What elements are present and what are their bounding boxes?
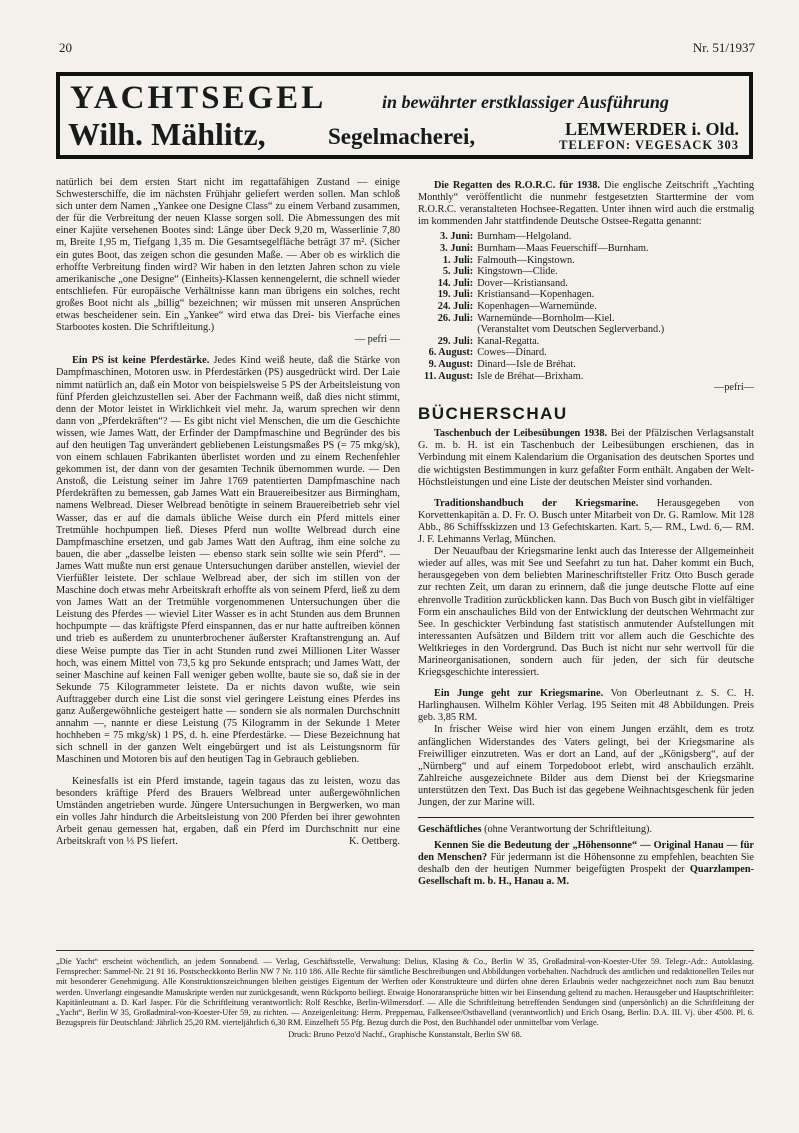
- book-3-text: Von Oberleutnant z. S. C. H. Harlinghausen. Wilhelm Köhler Verlag. 195 Seiten mit 48 Abbildungen. Preis geb. 3,85 RM.: [418, 688, 755, 724]
- business-notice: [418, 840, 754, 888]
- ad-town: LEMWERDER i. Old.: [564, 119, 739, 139]
- regatta-row: [424, 336, 668, 348]
- ps-article-signature: K. Oettberg.: [349, 835, 400, 847]
- ps-article-text-2: Keinesfalls ist ein Pferd imstande, tagein tagaus das zu leisten, wozu das besonders kräftige Pferd des Brauers Welbread unter außergewöhnlichen Umständen angetrieben wurde. Jüngere Untersuchungen in Bergwerken, wo man ein volles Jahr hindurch die Arbeitsleistung von 200 Pferden bei ihrer gewohnten Arbeit genau gemessen hat, ergaben, daß ein Pferd im Durchschnitt nur eine Arbeitskraft von ⅓ PS liefert.: [56, 775, 400, 847]
- regatta-date: 11. August:: [424, 370, 474, 382]
- business-company: Quarzlampen-Gesellschaft m. b. H., Hanau a. M.: [418, 864, 754, 888]
- regatta-date: 1. Juli:: [442, 254, 474, 266]
- yankee-article-text: natürlich bei dem ersten Start nicht im regattafähigen Zustand — einige Schwesterschiffe, die im nächsten Frühjahr geliefert werden sollen. Man schloß sich unter dem Namen „Yankee one Designe Class“ zu einem Verband zusammen, der für die Verbreitung der neuen Klasse sorgen soll. Die Abmessungen des mit einer Kajüte versehenen Bootes sind: Länge über Deck 9,20 m, Wasserlinie 7,80 m, Breite 1,95 m, Tiefgang 1,35 m. Die Gesamtsegelfläche beträgt 37 m². (Sicher ein gutes Boot, das zeigen schon die gesunden Maße. — Aber ob es wirklich die erhoffte Verbreitung finden wird? Wir haben in den letzten Jahren schon zu viele amerikanische „one Designe“ (Einheits)-Klassen kennengelernt, die schnell wieder entschliefen. Für europäische Verhältnisse kann man übrigens ein solches, recht großes Boot nicht als „billig“ bezeichnen; wir müssen mit unseren Ansprüchen etwas bescheidener sein. Ein „Yankee“ wird etwa das Drei- bis Vierfache eines Starbootes kosten. Die Schriftleitung.): [56, 177, 400, 334]
- regatta-route: Falmouth—Kingstown.: [477, 254, 575, 266]
- regatta-date: 6. August:: [428, 347, 474, 359]
- book-1-title: Taschenbuch der Leibesübungen 1938.: [434, 428, 608, 440]
- regatta-date: 19. Juli:: [437, 289, 474, 301]
- business-notice-lead: Kennen Sie die Bedeutung der „Höhensonne“ — Original Hanau — für den Menschen?: [418, 840, 754, 864]
- ps-article: [56, 355, 400, 766]
- regatta-date: [424, 324, 477, 336]
- section-divider: [418, 817, 754, 818]
- ps-article-paragraph-2: [56, 776, 400, 849]
- book-2-text: Herausgegeben von Korvettenkapitän a. D. Fr. O. Busch unter Mitarbeit von Dr. G. Ramlow. Mit 128 Abb., 86 Schiffsskizzen und 13 Gefechtskarten. Kart. 5,— RM., Lwd. 6,— RM. J. F. Lehmanns Verlag, München.: [418, 497, 754, 546]
- regatta-date: 14. Juli:: [437, 277, 474, 289]
- regatta-date: 9. August:: [428, 358, 474, 370]
- regatta-date: 26. Juli:: [437, 312, 474, 324]
- regatta-route: Burnham—Maas Feuerschiff—Burnham.: [477, 242, 649, 254]
- regatta-date: 5. Juli:: [442, 266, 474, 278]
- book-2-review: Der Neuaufbau der Kriegsmarine lenkt auch das Interesse der Allgemeinheit wieder auf alles, was mit See und Seefahrt zu tun hat. Daher kommt ein Buch, herausgegeben von dem beliebten Marineschriftsteller Fritz Otto Busch gerade zur rechten Zeit, um daran zu erinnern, daß die junge deutsche Flotte auf eine ehrenvolle Tradition zurückblicken kann. Das Buch von Busch gibt in vielfältiger Form ein anschauliches Bild von der Entwicklung der deutschen Wehrmacht zur See. In geschickter Verbindung fast statistisch anmutender Aufstellungen mit interessanten Aufsätzen und Bildern tritt vor allem auch die Geschichte des Weltkrieges in den Vordergrund. Das Buch ist nicht nur sehr wertvoll für die Marineorganisationen, sondern auch für jeden, der sich für deutsche Kriegsgeschichte interessiert.: [418, 546, 755, 679]
- regatta-row: [424, 255, 668, 267]
- publisher-imprint: [56, 950, 754, 1041]
- business-notice-text: Für jedermann ist die Höhensonne zu empfehlen, beachten Sie deshalb den der heutigen Nummer beigefügten Prospekt der: [418, 852, 754, 876]
- regatta-row: [424, 289, 668, 301]
- imprint-text: „Die Yacht“ erscheint wöchentlich, an jedem Sonnabend. — Verlag, Geschäftsstelle, Verwaltung: Delius, Klasing & Co., Berlin W 35, Großadmiral-von-Koester-Ufer 59. Telegr.-Adr.: Autoklasing. Fernsprecher: Sammel-Nr. 21 91 16. Postscheckkonto Berlin NW 7 Nr. 110 186. Alle Rechte für sämtliche Beschreibungen und Abbildungen vorbehalten. Nachdruck des amtlichen und redaktionellen Teiles nur mit besonderer Genehmigung. Alle Konstruktionszeichnungen bleiben geistiges Eigentum der Werften oder Konstrukteure und dürfen ohne deren Erlaubnis weder nachgezeichnet noch zum Bau benutzt werden. Unverlangt eingesandte Manuskripte werden nur zurückgesandt, wenn Rückporto beiliegt. Etwaige Honoraransprüche bitten wir bei Einsendung geltend zu machen. Herausgeber und Hauptschriftleiter: Kapitänleutnant a. D. Karl Jasper. Für die Schriftleitung verantwortlich: Rolf Reschke, Berlin-Wilmersdorf. — Alle die Schriftleitung betreffenden Sendungen sind (unpersönlich) an die Schriftleitung der „Yacht“, Berlin W 35, Großadmiral-von-Koester-Ufer 59, zu richten. — Anzeigenleitung: Herm. Preppernau, Falkensee/Osthavelland (verantwortlich) und Erich Osang, Berlin. D.A. III. Vj. über 4500. Pl. 6. Bezugspreis für Deutschland: Jährlich 25,20 RM. vierteljährlich 6,30 RM. Einzelheft 55 Pfg. Bezug durch die Post, den Buchhandel oder unmittelbar vom Verlage.: [56, 957, 754, 1028]
- business-title: Geschäftliches: [418, 824, 482, 836]
- book-1-text: Bei der Pfälzischen Verlagsanstalt G. m. b. H. ist ein Taschenbuch der Leibesübungen erschienen, das in Verbindung mit einem Kalendarium die Organisation des deutschen Sportes und die wichtigsten Bestimmungen in kurz gefaßter Form enthält. Angaben der Welt-Höchstleistungen und eine Liste der deutschen Meister sind vorhanden.: [418, 428, 754, 488]
- ad-maker: Wilh. Mählitz,: [68, 116, 266, 152]
- regatta-date: 29. Juli:: [437, 335, 474, 347]
- printer-line: Druck: Bruno Petzo'd Nachf., Graphische Kunstanstalt, Berlin SW 68.: [288, 1030, 522, 1040]
- ps-article-text: Jedes Kind weiß heute, daß die Stärke von Dampfmaschinen, Motoren usw. in Pferdestärken (PS) ausgedrückt wird. Der Laie nimmt natürlich an, daß ein Motor von beispielsweise 5 PS der Arbeitsleistung von fünf Pferden gleichzustellen sei. Aber der Fachmann weiß, daß dies nicht stimmt, denn der Motor leistet in Wirklichkeit viel mehr. Ja, warum sprechen wir denn dann von „Pferdekräften“? — Es gibt nicht viel Menschen, die um die Geschichte wissen, wie James Watt, der Erfinder der Dampfmaschine und Begründer des bis auf den heutigen Tag unverändert gebliebenen Leistungsmaßes PS (= 75 mkg/sk), von einem schlauen Fabrikanten überlistet worden und zu einem Rechenfehler gekommen ist, der dann von der gesamten Technik übernommen wurde. — Den Anstoß, die Leistung seiner im Jahre 1769 patentierten Dampfmaschine nach Pferdekräften zu bemessen, gab James Watt ein Brauereibesitzer aus Birmingham, namens Welbread. Dieser Welbread benötigte in seinem Brauereibetrieb sehr viel Wasser, das er auf die damals übliche Weise durch ein Pferd mittels einer Tretmühle hochpumpen ließ. Dieses Pferd nun wollte Welbread durch eine Dampfmaschine ersetzen, und gab James Watt den Auftrag, ihm eine solche zu bauen, die aber „dasselbe leisten — ebenso stark sein sollte wie sein Pferd“. — James Watt mußte nun erst genaue Untersuchungen darüber anstellen, wieviel der Vierfüßler leistete. Der schlaue Welbread aber, der sich im stillen von der Maschine doch etwas mehr Arbeitskraft erhoffte als von seinem Pferd, ließ zu dem von James Watt an der Tretmühle vorgenommenen Untersuchungen über die Leistung des Pferdes — wieviel Liter Wasser es in acht Stunden aus dem Brunnen hochpumpte — das kräftigste Pferd einspannen, das er nur hatte auftreiben können und trieb es außerdem zu ununterbrochener äußerster Kraftanstrengung an. Auf diese Weise pumpte das Tier in acht Stunden rund zwei Millionen Liter Wasser hoch, was einem Mittel von 73,5 kg pro Sekunde entsprach; und James Watt, der seiner Maschine auf keinen Fall weniger geben wollte, baute sie so, daß sie in der Sekunde 75 Kilogrammeter leistete. Da er nichts davon wußte, wie sein Auftraggeber durch eine List die sonst viel geringere Leistung eines Pferdes ins ganz Außergewöhnliche gesteigert hatte — sondern sie als normalen Durchschnitt annahm —, nannte er diese Leistung (75 Kilogramm in der Sekunde 1 Meter hochheben = 75 mkg/sk) 1 PS, d. h. eine Pferdestärke. — Diese Bezeichnung hat sich schnell in der ganzen Welt eingebürgert und ist als Leistungsnorm für Maschinen und Motoren bis auf den heutigen Tag in Gebrauch geblieben.: [56, 355, 400, 766]
- left-column: [56, 177, 400, 848]
- regatta-date: 3. Juni:: [440, 242, 474, 254]
- regatta-row: [424, 243, 668, 255]
- regatta-date: 24. Juli:: [437, 300, 474, 312]
- regatta-row: [424, 231, 668, 243]
- regatta-route: Kingstown—Clide.: [477, 266, 558, 278]
- regatta-row: [424, 266, 668, 278]
- sailmaker-advertisement: [56, 72, 753, 159]
- regatta-row: [424, 359, 668, 371]
- yankee-article-signature: — pefri —: [354, 334, 400, 346]
- regatta-route: Kanal-Regatta.: [477, 335, 540, 347]
- issue-number: Nr. 51/1937: [692, 40, 755, 55]
- book-3-title: Ein Junge geht zur Kriegsmarine.: [434, 688, 604, 700]
- ad-phone: TELEFON: VEGESACK 303: [559, 138, 739, 152]
- regatta-row: [424, 347, 668, 359]
- book-review-2: [418, 498, 754, 546]
- book-review-1: [418, 428, 754, 488]
- regatta-row: [424, 278, 668, 290]
- regatta-route: Kopenhagen—Warnemünde.: [477, 300, 597, 312]
- rorc-article: [418, 180, 754, 228]
- regatta-row: [424, 301, 668, 313]
- regatta-row: [424, 324, 668, 336]
- regatta-row: [424, 371, 668, 383]
- regatta-route: Dinard—Isle de Bréhat.: [477, 358, 576, 370]
- regatta-route: Kristiansand—Kopenhagen.: [477, 289, 595, 301]
- regatta-route: (Veranstaltet vom Deutschen Seglerverband.): [477, 324, 665, 336]
- ps-article-title: Ein PS ist keine Pferdestärke.: [72, 355, 210, 367]
- book-2-title: Traditionshandbuch der Kriegsmarine.: [434, 497, 639, 509]
- regatta-row: [424, 313, 668, 325]
- right-column: [418, 180, 754, 889]
- book-3-review: In frischer Weise wird hier von einem Jungen erzählt, dem es trotz anfänglichen Widerstandes des Vaters gelingt, bei der Kriegsmarine als Freiwilliger einzutreten. Was er dort an Land, auf der „Königsberg“, auf der „Nürnberg“ und auf einem Torpedoboot erlebt, wird anschaulich erzählt. Zahlreiche ausgezeichnete Bilder aus dem Dienst bei der Kriegsmarine unterstützen den Text. Das Buch ist das gegebene Weihnachtsgeschenk für jeden Jungen, der zur Marine will.: [418, 724, 754, 808]
- regatta-route: Cowes—Dinard.: [477, 347, 547, 359]
- regatta-route: Dover—Kristiansand.: [477, 277, 568, 289]
- regatta-schedule: [424, 231, 668, 382]
- regatta-route: Warnemünde—Bornholm—Kiel.: [477, 312, 615, 324]
- rorc-title: Die Regatten des R.O.R.C. für 1938.: [434, 180, 601, 191]
- ad-brand: YACHTSEGEL: [70, 80, 327, 116]
- page-number: 20: [59, 40, 72, 55]
- rorc-signature: —pefri—: [713, 382, 754, 394]
- book-review-heading: BÜCHERSCHAU: [418, 404, 568, 424]
- business-disclaimer: (ohne Verantwortung der Schriftleitung).: [484, 824, 653, 836]
- business-heading: [418, 824, 754, 836]
- regatta-route: Isle de Bréhat—Brixham.: [477, 370, 584, 382]
- ad-business-type: Segelmacherei,: [328, 124, 476, 149]
- regatta-route: Burnham—Helgoland.: [477, 231, 572, 243]
- rorc-text: Die englische Zeitschrift „Yachting Monthly“ veröffentlicht die nunmehr festgesetzten Starttermine der vom R.O.R.C. veranstalteten Hochsee-Regatten. Unter ihnen wird auch die erstmalig im kommenden Jahr stattfindende Deutsche Ostsee-Regatta genannt:: [418, 180, 754, 228]
- regatta-date: 3. Juni:: [440, 231, 474, 243]
- ad-tagline: in bewährter erstklassiger Ausführung: [382, 92, 669, 112]
- book-review-3: [418, 688, 754, 724]
